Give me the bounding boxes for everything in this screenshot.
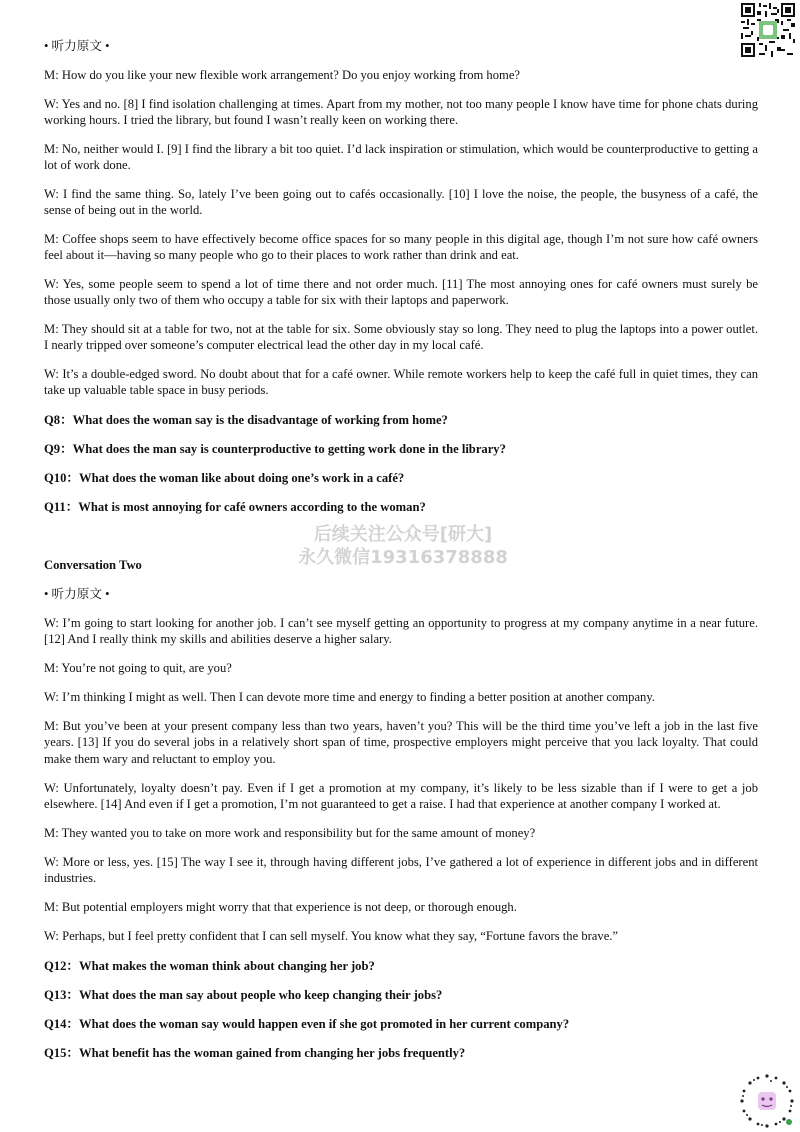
dialogue-line: W: Yes, some people seem to spend a lot of time there and not order much. [11] The most annoying ones for café owners must surely be those usually only two of them who occupy a table for six with their laptops and paperwork. (44, 277, 758, 308)
question: Q10：What does the woman like about doing one’s work in a café? (44, 471, 405, 485)
watermark-line: 永久微信19316378888 (298, 547, 508, 568)
question: Q14：What does the woman say would happen even if she got promoted in her current company? (44, 1017, 570, 1031)
question: Q9：What does the man say is counterproductive to getting work done in the library? (44, 442, 506, 456)
dialogue-line: W: Perhaps, but I feel pretty confident that I can sell myself. You know what they say, “Fortune favors the brave.” (44, 929, 619, 943)
dialogue-line: M: They should sit at a table for two, not at the table for six. Some obviously stay so long. They need to plug the laptops into a power outlet. I nearly tripped over someone’s computer electrical lead the other day in my local café. (44, 322, 758, 353)
dialogue-line: M: They wanted you to take on more work and responsibility but for the same amount of money? (44, 826, 536, 840)
question: Q12：What makes the woman think about changing her job? (44, 959, 375, 973)
dialogue-line: W: Unfortunately, loyalty doesn’t pay. Even if I get a promotion at my company, it’s likely to be less sizable than if I were to get a job elsewhere. [14] And even if I get a promotion, I’m not guaranteed to get a raise. I had that experience at another company I worked at. (44, 781, 758, 812)
dialogue-line: W: I’m going to start looking for another job. I can’t see myself getting an opportunity to progress at my company anytime in a near future. [12] And I really think my skills and abilities deserve a higher salary. (44, 616, 758, 647)
dialogue-line: W: It’s a double-edged sword. No doubt about that for a café owner. While remote workers help to keep the café full in quiet times, they can take up valuable table space in busy periods. (44, 367, 758, 398)
dialogue-line: M: No, neither would I. [9] I find the library a bit too quiet. I’d lack inspiration or stimulation, which would be counterproductive to getting a lot of work done. (44, 142, 758, 173)
question: Q13：What does the man say about people who keep changing their jobs? (44, 988, 443, 1002)
dialogue-line: W: More or less, yes. [15] The way I see it, through having different jobs, I’ve gathered a lot of experience in different jobs and in different industries. (44, 855, 758, 886)
dialogue-line: M: But potential employers might worry that that experience is not deep, or thorough enough. (44, 900, 517, 914)
dialogue-line: M: You’re not going to quit, are you? (44, 661, 232, 675)
dialogue-line: M: Coffee shops seem to have effectively become office spaces for so many people in this digital age, though I’m not sure how café owners feel about it—having so many people who go to their places to work rather than drink and eat. (44, 232, 758, 263)
dialogue-line: W: Yes and no. [8] I find isolation challenging at times. Apart from my mother, not too many people I know have time for phone chats during working hours. I tried the library, but found I wasn’t really keen on working there. (44, 97, 758, 128)
watermark-line: 后续关注公众号[研大] (313, 524, 493, 545)
transcript-heading: • 听力原文 • (44, 587, 110, 601)
dialogue-line: W: I find the same thing. So, lately I’ve been going out to cafés occasionally. [10] I love the noise, the people, the busyness of a café, the sense of being out in the world. (44, 187, 758, 218)
dialogue-line: W: I’m thinking I might as well. Then I can devote more time and energy to finding a better position at another company. (44, 690, 655, 704)
section-title: Conversation Two (44, 558, 142, 572)
dialogue-line: M: But you’ve been at your present company less than two years, haven’t you? This will be the third time you’ve left a job in the last five years. [13] If you do several jobs in a relatively short span of time, prospective employers might perceive that you lack loyalty. That could make them wary and reluctant to employ you. (44, 719, 758, 766)
question: Q8：What does the woman say is the disadvantage of working from home? (44, 413, 448, 427)
question: Q11：What is most annoying for café owners according to the woman? (44, 500, 426, 514)
transcript-heading: • 听力原文 • (44, 39, 110, 53)
question: Q15：What benefit has the woman gained from changing her jobs frequently? (44, 1046, 466, 1060)
dialogue-line: M: How do you like your new flexible work arrangement? Do you enjoy working from home? (44, 68, 520, 82)
stamp-seal-icon (738, 1072, 796, 1130)
